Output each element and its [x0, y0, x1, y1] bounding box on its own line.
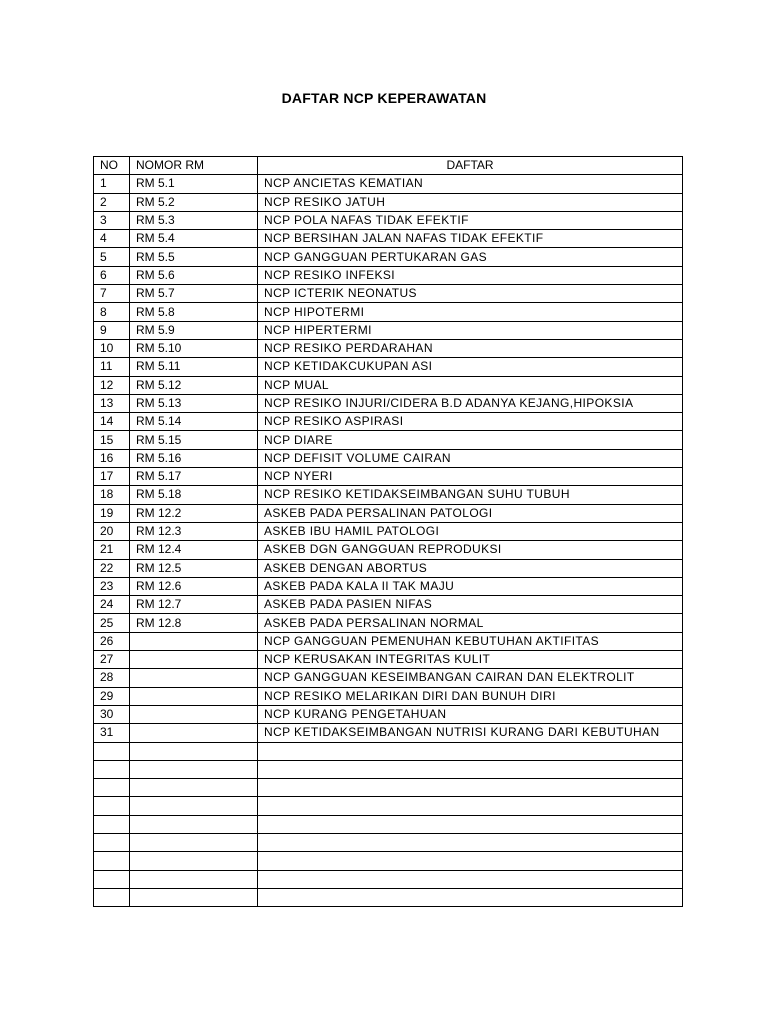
nomor-rm-cell: RM 5.17: [130, 468, 258, 486]
table-row: [94, 651, 683, 669]
row-number-cell: [94, 870, 130, 888]
row-number-cell: 17: [94, 468, 130, 486]
row-number-cell: 18: [94, 486, 130, 504]
daftar-cell: NCP BERSIHAN JALAN NAFAS TIDAK EFEKTIF: [258, 230, 683, 248]
daftar-cell: NCP DIARE: [258, 431, 683, 449]
nomor-rm-cell: RM 12.8: [130, 614, 258, 632]
table-row: [94, 211, 683, 229]
nomor-rm-cell: [130, 797, 258, 815]
daftar-cell: ASKEB DGN GANGGUAN REPRODUKSI: [258, 541, 683, 559]
table-row: [94, 468, 683, 486]
nomor-rm-cell: RM 5.18: [130, 486, 258, 504]
row-number-cell: 14: [94, 413, 130, 431]
table-header-row: [94, 157, 683, 175]
table-row: [94, 376, 683, 394]
row-number-cell: 11: [94, 358, 130, 376]
daftar-cell: ASKEB IBU HAMIL PATOLOGI: [258, 522, 683, 540]
table-row: [94, 833, 683, 851]
nomor-rm-cell: RM 5.3: [130, 211, 258, 229]
row-number-cell: [94, 852, 130, 870]
table-row: [94, 596, 683, 614]
nomor-rm-cell: [130, 833, 258, 851]
table-row: [94, 285, 683, 303]
table-row: [94, 779, 683, 797]
daftar-cell: NCP RESIKO MELARIKAN DIRI DAN BUNUH DIRI: [258, 687, 683, 705]
row-number-cell: [94, 833, 130, 851]
nomor-rm-cell: RM 5.2: [130, 193, 258, 211]
daftar-cell: ASKEB PADA PERSALINAN PATOLOGI: [258, 504, 683, 522]
daftar-cell: [258, 779, 683, 797]
daftar-cell: NCP RESIKO INJURI/CIDERA B.D ADANYA KEJANG,HIPOKSIA: [258, 394, 683, 412]
table-row: [94, 486, 683, 504]
daftar-cell: NCP GANGGUAN PERTUKARAN GAS: [258, 248, 683, 266]
row-number-cell: [94, 760, 130, 778]
daftar-cell: NCP RESIKO INFEKSI: [258, 266, 683, 284]
table-row: [94, 724, 683, 742]
daftar-cell: NCP RESIKO JATUH: [258, 193, 683, 211]
row-number-cell: 21: [94, 541, 130, 559]
daftar-cell: NCP DEFISIT VOLUME CAIRAN: [258, 449, 683, 467]
row-number-cell: 25: [94, 614, 130, 632]
table-row: [94, 248, 683, 266]
table-row: [94, 303, 683, 321]
nomor-rm-cell: RM 12.6: [130, 577, 258, 595]
table-row: [94, 541, 683, 559]
table-row: [94, 705, 683, 723]
nomor-rm-cell: RM 5.12: [130, 376, 258, 394]
daftar-cell: NCP NYERI: [258, 468, 683, 486]
table-row: [94, 760, 683, 778]
table-row: [94, 632, 683, 650]
nomor-rm-cell: [130, 669, 258, 687]
row-number-cell: 16: [94, 449, 130, 467]
table-row: [94, 431, 683, 449]
nomor-rm-cell: [130, 687, 258, 705]
daftar-cell: [258, 742, 683, 760]
row-number-cell: [94, 797, 130, 815]
row-number-cell: 1: [94, 175, 130, 193]
daftar-cell: NCP POLA NAFAS TIDAK EFEKTIF: [258, 211, 683, 229]
nomor-rm-cell: [130, 888, 258, 906]
row-number-cell: 31: [94, 724, 130, 742]
nomor-rm-cell: RM 5.16: [130, 449, 258, 467]
nomor-rm-cell: RM 5.14: [130, 413, 258, 431]
table-body: [94, 175, 683, 907]
table-row: [94, 413, 683, 431]
table-row: [94, 394, 683, 412]
nomor-rm-cell: RM 5.9: [130, 321, 258, 339]
row-number-cell: 27: [94, 651, 130, 669]
nomor-rm-cell: [130, 815, 258, 833]
nomor-rm-cell: RM 5.13: [130, 394, 258, 412]
row-number-cell: 12: [94, 376, 130, 394]
row-number-cell: 6: [94, 266, 130, 284]
nomor-rm-cell: RM 12.3: [130, 522, 258, 540]
row-number-cell: 2: [94, 193, 130, 211]
row-number-cell: 13: [94, 394, 130, 412]
daftar-cell: [258, 852, 683, 870]
table-row: [94, 175, 683, 193]
daftar-cell: ASKEB PADA PASIEN NIFAS: [258, 596, 683, 614]
table-row: [94, 339, 683, 357]
table-row: [94, 522, 683, 540]
table-row: [94, 687, 683, 705]
daftar-cell: NCP RESIKO PERDARAHAN: [258, 339, 683, 357]
nomor-rm-cell: RM 12.2: [130, 504, 258, 522]
table-row: [94, 852, 683, 870]
table-row: [94, 797, 683, 815]
table-row: [94, 449, 683, 467]
header-daftar: DAFTAR: [258, 157, 683, 175]
daftar-cell: [258, 888, 683, 906]
nomor-rm-cell: RM 5.11: [130, 358, 258, 376]
daftar-cell: ASKEB PADA KALA II TAK MAJU: [258, 577, 683, 595]
table-row: [94, 266, 683, 284]
row-number-cell: 26: [94, 632, 130, 650]
row-number-cell: 7: [94, 285, 130, 303]
nomor-rm-cell: RM 5.10: [130, 339, 258, 357]
header-no: NO: [94, 157, 130, 175]
row-number-cell: 5: [94, 248, 130, 266]
daftar-cell: ASKEB DENGAN ABORTUS: [258, 559, 683, 577]
row-number-cell: 23: [94, 577, 130, 595]
table-row: [94, 193, 683, 211]
header-nomor-rm: NOMOR RM: [130, 157, 258, 175]
row-number-cell: [94, 815, 130, 833]
table-row: [94, 358, 683, 376]
table-row: [94, 321, 683, 339]
row-number-cell: 9: [94, 321, 130, 339]
daftar-cell: NCP KURANG PENGETAHUAN: [258, 705, 683, 723]
table-row: [94, 742, 683, 760]
row-number-cell: 8: [94, 303, 130, 321]
table-row: [94, 504, 683, 522]
row-number-cell: 15: [94, 431, 130, 449]
row-number-cell: 20: [94, 522, 130, 540]
daftar-cell: NCP HIPERTERMI: [258, 321, 683, 339]
row-number-cell: [94, 779, 130, 797]
daftar-cell: [258, 760, 683, 778]
table-row: [94, 230, 683, 248]
table-row: [94, 888, 683, 906]
nomor-rm-cell: [130, 870, 258, 888]
daftar-cell: NCP RESIKO KETIDAKSEIMBANGAN SUHU TUBUH: [258, 486, 683, 504]
nomor-rm-cell: [130, 760, 258, 778]
daftar-cell: NCP HIPOTERMI: [258, 303, 683, 321]
row-number-cell: 10: [94, 339, 130, 357]
nomor-rm-cell: RM 12.7: [130, 596, 258, 614]
daftar-cell: NCP ICTERIK NEONATUS: [258, 285, 683, 303]
daftar-cell: [258, 815, 683, 833]
table-row: [94, 614, 683, 632]
row-number-cell: 24: [94, 596, 130, 614]
nomor-rm-cell: [130, 724, 258, 742]
nomor-rm-cell: RM 12.4: [130, 541, 258, 559]
nomor-rm-cell: RM 5.4: [130, 230, 258, 248]
nomor-rm-cell: RM 12.5: [130, 559, 258, 577]
row-number-cell: 30: [94, 705, 130, 723]
daftar-cell: [258, 797, 683, 815]
nomor-rm-cell: [130, 742, 258, 760]
nomor-rm-cell: RM 5.5: [130, 248, 258, 266]
row-number-cell: 22: [94, 559, 130, 577]
document-title: DAFTAR NCP KEPERAWATAN: [281, 90, 487, 106]
nomor-rm-cell: [130, 779, 258, 797]
nomor-rm-cell: RM 5.1: [130, 175, 258, 193]
row-number-cell: 3: [94, 211, 130, 229]
nomor-rm-cell: [130, 632, 258, 650]
daftar-cell: NCP MUAL: [258, 376, 683, 394]
row-number-cell: [94, 742, 130, 760]
daftar-cell: ASKEB PADA PERSALINAN NORMAL: [258, 614, 683, 632]
row-number-cell: 4: [94, 230, 130, 248]
nomor-rm-cell: RM 5.15: [130, 431, 258, 449]
nomor-rm-cell: RM 5.7: [130, 285, 258, 303]
row-number-cell: 19: [94, 504, 130, 522]
table-row: [94, 669, 683, 687]
daftar-cell: NCP GANGGUAN PEMENUHAN KEBUTUHAN AKTIFITAS: [258, 632, 683, 650]
daftar-cell: NCP KERUSAKAN INTEGRITAS KULIT: [258, 651, 683, 669]
daftar-cell: NCP GANGGUAN KESEIMBANGAN CAIRAN DAN ELEKTROLIT: [258, 669, 683, 687]
row-number-cell: 28: [94, 669, 130, 687]
daftar-cell: NCP KETIDAKSEIMBANGAN NUTRISI KURANG DARI KEBUTUHAN: [258, 724, 683, 742]
daftar-cell: NCP KETIDAKCUKUPAN ASI: [258, 358, 683, 376]
nomor-rm-cell: RM 5.6: [130, 266, 258, 284]
row-number-cell: [94, 888, 130, 906]
daftar-cell: [258, 870, 683, 888]
table-row: [94, 870, 683, 888]
ncp-list-table: [93, 156, 683, 907]
table-row: [94, 815, 683, 833]
table-row: [94, 559, 683, 577]
daftar-cell: NCP RESIKO ASPIRASI: [258, 413, 683, 431]
nomor-rm-cell: RM 5.8: [130, 303, 258, 321]
nomor-rm-cell: [130, 651, 258, 669]
nomor-rm-cell: [130, 852, 258, 870]
row-number-cell: 29: [94, 687, 130, 705]
daftar-cell: NCP ANCIETAS KEMATIAN: [258, 175, 683, 193]
nomor-rm-cell: [130, 705, 258, 723]
table-row: [94, 577, 683, 595]
daftar-cell: [258, 833, 683, 851]
